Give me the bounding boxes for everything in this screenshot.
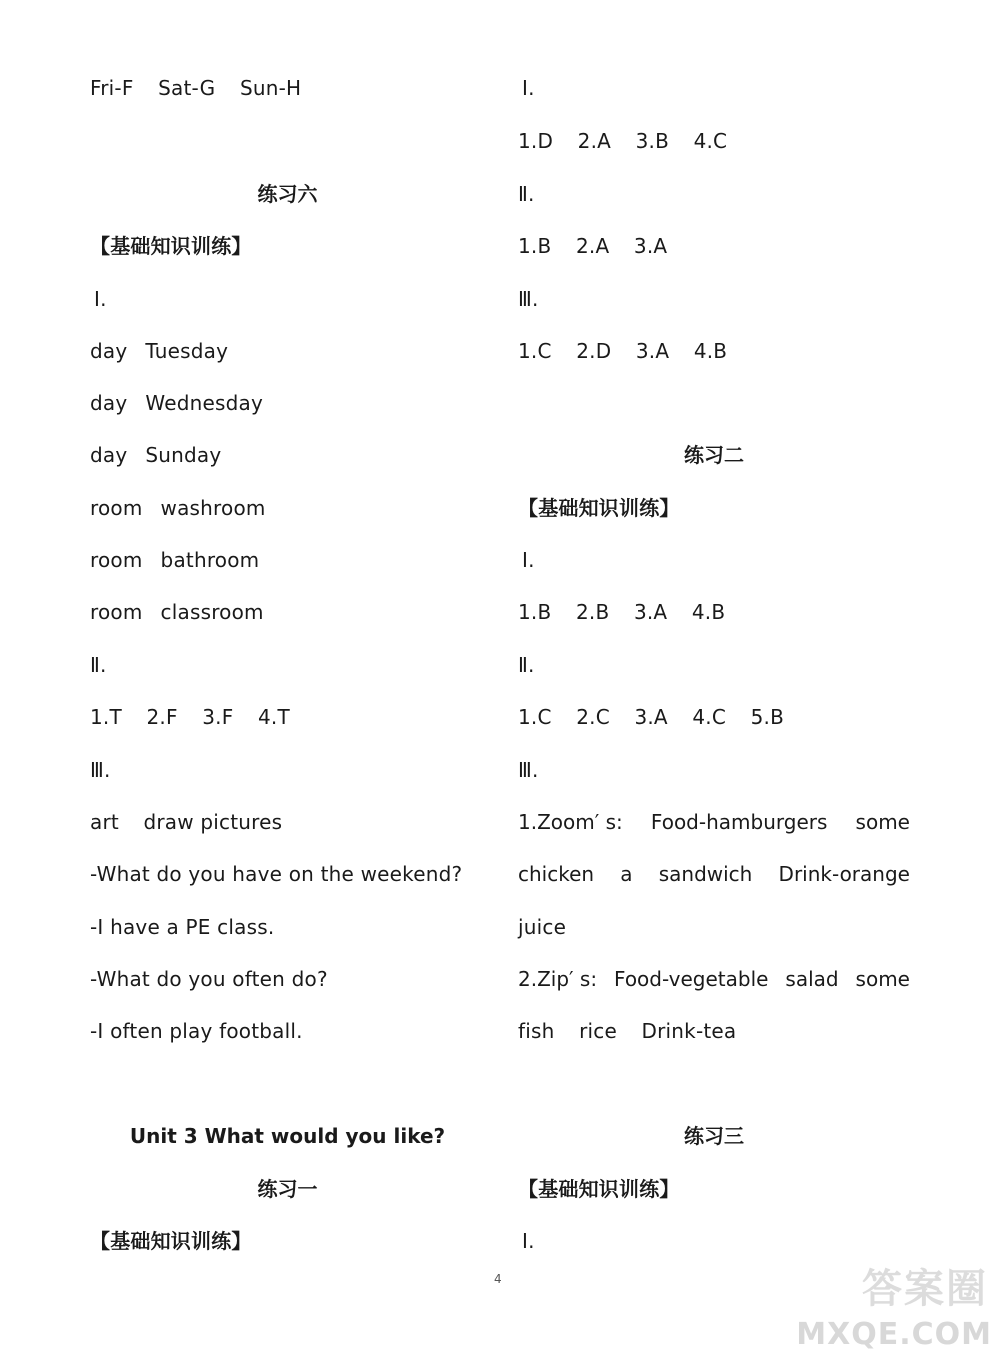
answer: 3.A: [634, 705, 668, 729]
word-full: Tuesday: [145, 339, 229, 363]
word-root: day: [90, 391, 128, 415]
question-1-label: Ⅰ.: [522, 76, 535, 100]
question-1-label: Ⅰ.: [94, 287, 107, 311]
answer-token: some: [855, 810, 910, 834]
page-number: 4: [494, 1272, 502, 1286]
answer-row: [518, 703, 784, 731]
exercise-2-section-label: 【基础知识训练】: [518, 496, 680, 520]
question-3-label: Ⅲ.: [518, 758, 539, 782]
word-root: room: [90, 548, 143, 572]
answer: 2.C: [576, 705, 610, 729]
answer: 2.B: [575, 600, 610, 624]
word-root: room: [90, 600, 143, 624]
exercise-3-section-label: 【基础知识训练】: [518, 1177, 680, 1201]
answer: 3.A: [635, 339, 670, 363]
answer-token: 1.Zoom′ s:: [518, 810, 623, 834]
watermark-logo: 答案圈: [862, 1266, 988, 1312]
answer-token: rice: [579, 1019, 617, 1043]
word-pair-row: [90, 546, 259, 574]
question-3-label: Ⅲ.: [518, 287, 539, 311]
answer: 5.B: [750, 705, 784, 729]
dialogue-line: -I often play football.: [90, 1019, 303, 1043]
word-root: room: [90, 496, 143, 520]
answer-subject: art: [90, 810, 119, 834]
question-2-label: Ⅱ.: [90, 653, 107, 677]
answer-token: sandwich: [658, 862, 753, 886]
answer: 1.C: [518, 339, 552, 363]
word-full: Wednesday: [145, 391, 263, 415]
menu-answer-line: [518, 1017, 736, 1045]
answer: 4.C: [693, 129, 728, 153]
answer: 1.B: [518, 600, 552, 624]
answer: 2.D: [576, 339, 612, 363]
answer: 1.T: [90, 705, 122, 729]
answer-row: [90, 808, 282, 836]
word-root: day: [90, 339, 128, 363]
answer: 4.C: [692, 705, 727, 729]
answer: 3.F: [202, 705, 234, 729]
exercise-6-section-label: 【基础知识训练】: [90, 234, 252, 258]
word-root: day: [90, 443, 128, 467]
answer-token: Food-hamburgers: [650, 810, 828, 834]
answer-token: Drink-orange: [778, 862, 910, 886]
answer: 2.A: [575, 234, 610, 258]
word-pair-row: [90, 441, 221, 469]
watermark-url: MXQE.COM: [796, 1317, 992, 1352]
exercise-2-title: 练习二: [684, 443, 744, 467]
answer: 1.D: [518, 129, 554, 153]
answer-row: [518, 337, 727, 365]
question-2-label: Ⅱ.: [518, 653, 535, 677]
answer-token: fish: [518, 1019, 555, 1043]
answer-token: chicken: [518, 862, 595, 886]
answer: 2.F: [146, 705, 178, 729]
question-1-label: Ⅰ.: [522, 548, 535, 572]
word-full: classroom: [160, 600, 264, 624]
answer: 1.B: [518, 234, 552, 258]
menu-answer-line: [518, 860, 910, 888]
exercise-6-title: 练习六: [257, 182, 318, 206]
unit-title: Unit 3 What would you like?: [129, 1124, 446, 1148]
answer-token: Food-vegetable: [614, 967, 769, 991]
answer: 4.B: [691, 600, 726, 624]
menu-answer-line: [518, 808, 910, 836]
answer: 4.T: [257, 705, 290, 729]
answer-row: [518, 232, 667, 260]
day-code: Fri-F: [90, 76, 134, 100]
answer-row: [518, 127, 727, 155]
answer: 4.B: [693, 339, 728, 363]
word-pair-row: [90, 494, 266, 522]
answer: 2.A: [577, 129, 612, 153]
word-full: Sunday: [145, 443, 222, 467]
question-1-label: Ⅰ.: [522, 1229, 535, 1253]
exercise-1-title: 练习一: [257, 1177, 318, 1201]
answer-token: some: [855, 967, 910, 991]
days-line: [90, 74, 301, 102]
answer-row: [90, 703, 290, 731]
question-2-label: Ⅱ.: [518, 182, 535, 206]
dialogue-line: -I have a PE class.: [90, 915, 275, 939]
answer-activity: draw pictures: [143, 810, 283, 834]
answer-token: 2.Zip′ s:: [518, 967, 598, 991]
word-full: bathroom: [160, 548, 260, 572]
answer-row: [518, 598, 725, 626]
exercise-1-section-label: 【基础知识训练】: [90, 1229, 252, 1253]
answer-token: a: [620, 862, 633, 886]
menu-answer-line: [518, 965, 910, 993]
answer-token: salad: [785, 967, 839, 991]
answer: 3.A: [633, 600, 668, 624]
word-pair-row: [90, 598, 264, 626]
day-code: Sun-H: [239, 76, 302, 100]
answer: 3.B: [635, 129, 669, 153]
answer: 3.A: [633, 234, 668, 258]
word-pair-row: [90, 337, 228, 365]
question-3-label: Ⅲ.: [90, 758, 111, 782]
dialogue-line: -What do you often do?: [90, 967, 328, 991]
word-pair-row: [90, 389, 263, 417]
word-full: washroom: [160, 496, 266, 520]
exercise-3-title: 练习三: [684, 1124, 744, 1148]
answer-token: Drink-tea: [641, 1019, 737, 1043]
answer: 1.C: [518, 705, 552, 729]
dialogue-line: -What do you have on the weekend?: [90, 862, 463, 886]
day-code: Sat-G: [158, 76, 216, 100]
menu-answer-line: juice: [518, 915, 567, 939]
